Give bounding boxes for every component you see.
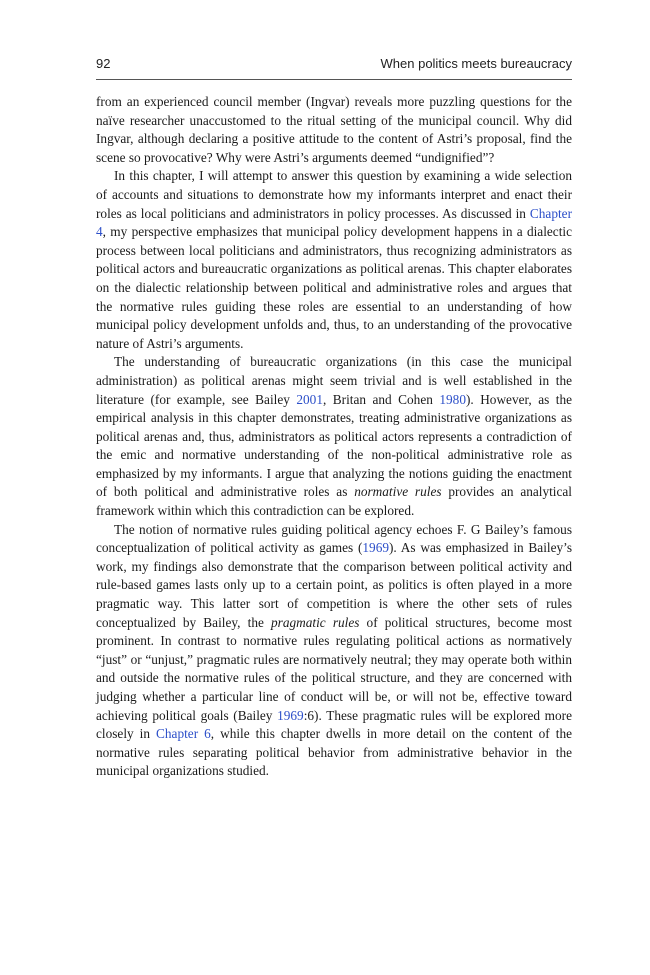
text-run: In this chapter, I will attempt to answer this question by examining a wide selection of accounts and situations to demonstrate how my informants interpret and enact their roles as local politicians and administrators in policy processes. As discussed in (96, 168, 572, 221)
cross-reference-link[interactable]: 2001 (296, 391, 323, 407)
cross-reference-link[interactable]: Chapter 6 (156, 726, 211, 742)
italic-term: pragmatic rules (271, 614, 360, 630)
cross-reference-link[interactable]: Chapter 4 (96, 205, 572, 240)
text-run: The notion of normative rules guiding political agency echoes F. G Bailey’s famous conceptualization of political activity as games ( (96, 521, 572, 556)
cross-reference-link[interactable]: 1969 (277, 707, 304, 723)
header-rule (96, 79, 572, 80)
text-run: of political structures, become most prominent. In contrast to normative rules regulating political actions as normatively “just” or “unjust,” pragmatic rules are normatively neutral; they may operate both within and outside the normative rules of the political structure, and they are concerned with judging whether a particular line of conduct will be, or will not be, effective toward achieving political goals (Bailey (96, 614, 572, 723)
cross-reference-link[interactable]: 1969 (362, 540, 389, 556)
paragraph (96, 521, 572, 781)
running-title: When politics meets bureaucracy (380, 56, 572, 71)
paragraph (96, 167, 572, 353)
text-run: provides an analytical framework within which this contradiction can be explored. (96, 484, 573, 519)
text-run: The understanding of bureaucratic organizations (in this case the municipal administration) as political arenas might seem trivial and is well established in the literature (for example, see Bailey (96, 354, 572, 407)
text-run: ). However, as the empirical analysis in this chapter demonstrates, treating administrative organizations as political arenas and, thus, administrators as political actors represents a contradiction of the emic and normative understanding of the non-political administrative role as emphasized by my informants. I argue that analyzing the notions guiding the enactment of both political and administrative roles as (96, 391, 573, 500)
cross-reference-link[interactable]: 1980 (439, 391, 466, 407)
text-run: :6). These pragmatic rules will be explored more closely in (96, 707, 572, 742)
italic-term: normative rules (354, 484, 442, 500)
text-run: , while this chapter dwells in more detail on the content of the normative rules separating political behavior from administrative behavior in the municipal organizations studied. (96, 726, 572, 779)
text-run: , Britan and Cohen (322, 391, 440, 407)
page-number: 92 (96, 56, 111, 71)
paragraph (96, 353, 572, 520)
body-text (96, 93, 572, 781)
text-run: from an experienced council member (Ingvar) reveals more puzzling questions for the naïve researcher unaccustomed to the ritual setting of the municipal council. Why did Ingvar, although declaring a positive attitude to the content of Astri’s proposal, find the scene so provocative? Why were Astri’s arguments deemed “undignified”? (96, 94, 572, 165)
text-run: ). As was emphasized in Bailey’s work, my findings also demonstrate that the comparison between political activity and rule-based games lasts only up to a certain point, as politics is often played in a more pragmatic way. This latter sort of competition is where the other sets of rules conceptualized by Bailey, the (96, 540, 573, 630)
paragraph (96, 93, 572, 167)
text-run: , my perspective emphasizes that municipal policy development happens in a dialectic process between local politicians and administrators, thus recognizing administrators as political actors and bureaucratic organizations as political arenas. This chapter elaborates on the dialectic relationship between political and administrative roles and argues that the normative rules guiding these roles are essential to an understanding of how municipal policy development unfolds and, thus, to an understanding of the provocative nature of Astri’s arguments. (96, 224, 572, 351)
running-header (96, 56, 572, 71)
